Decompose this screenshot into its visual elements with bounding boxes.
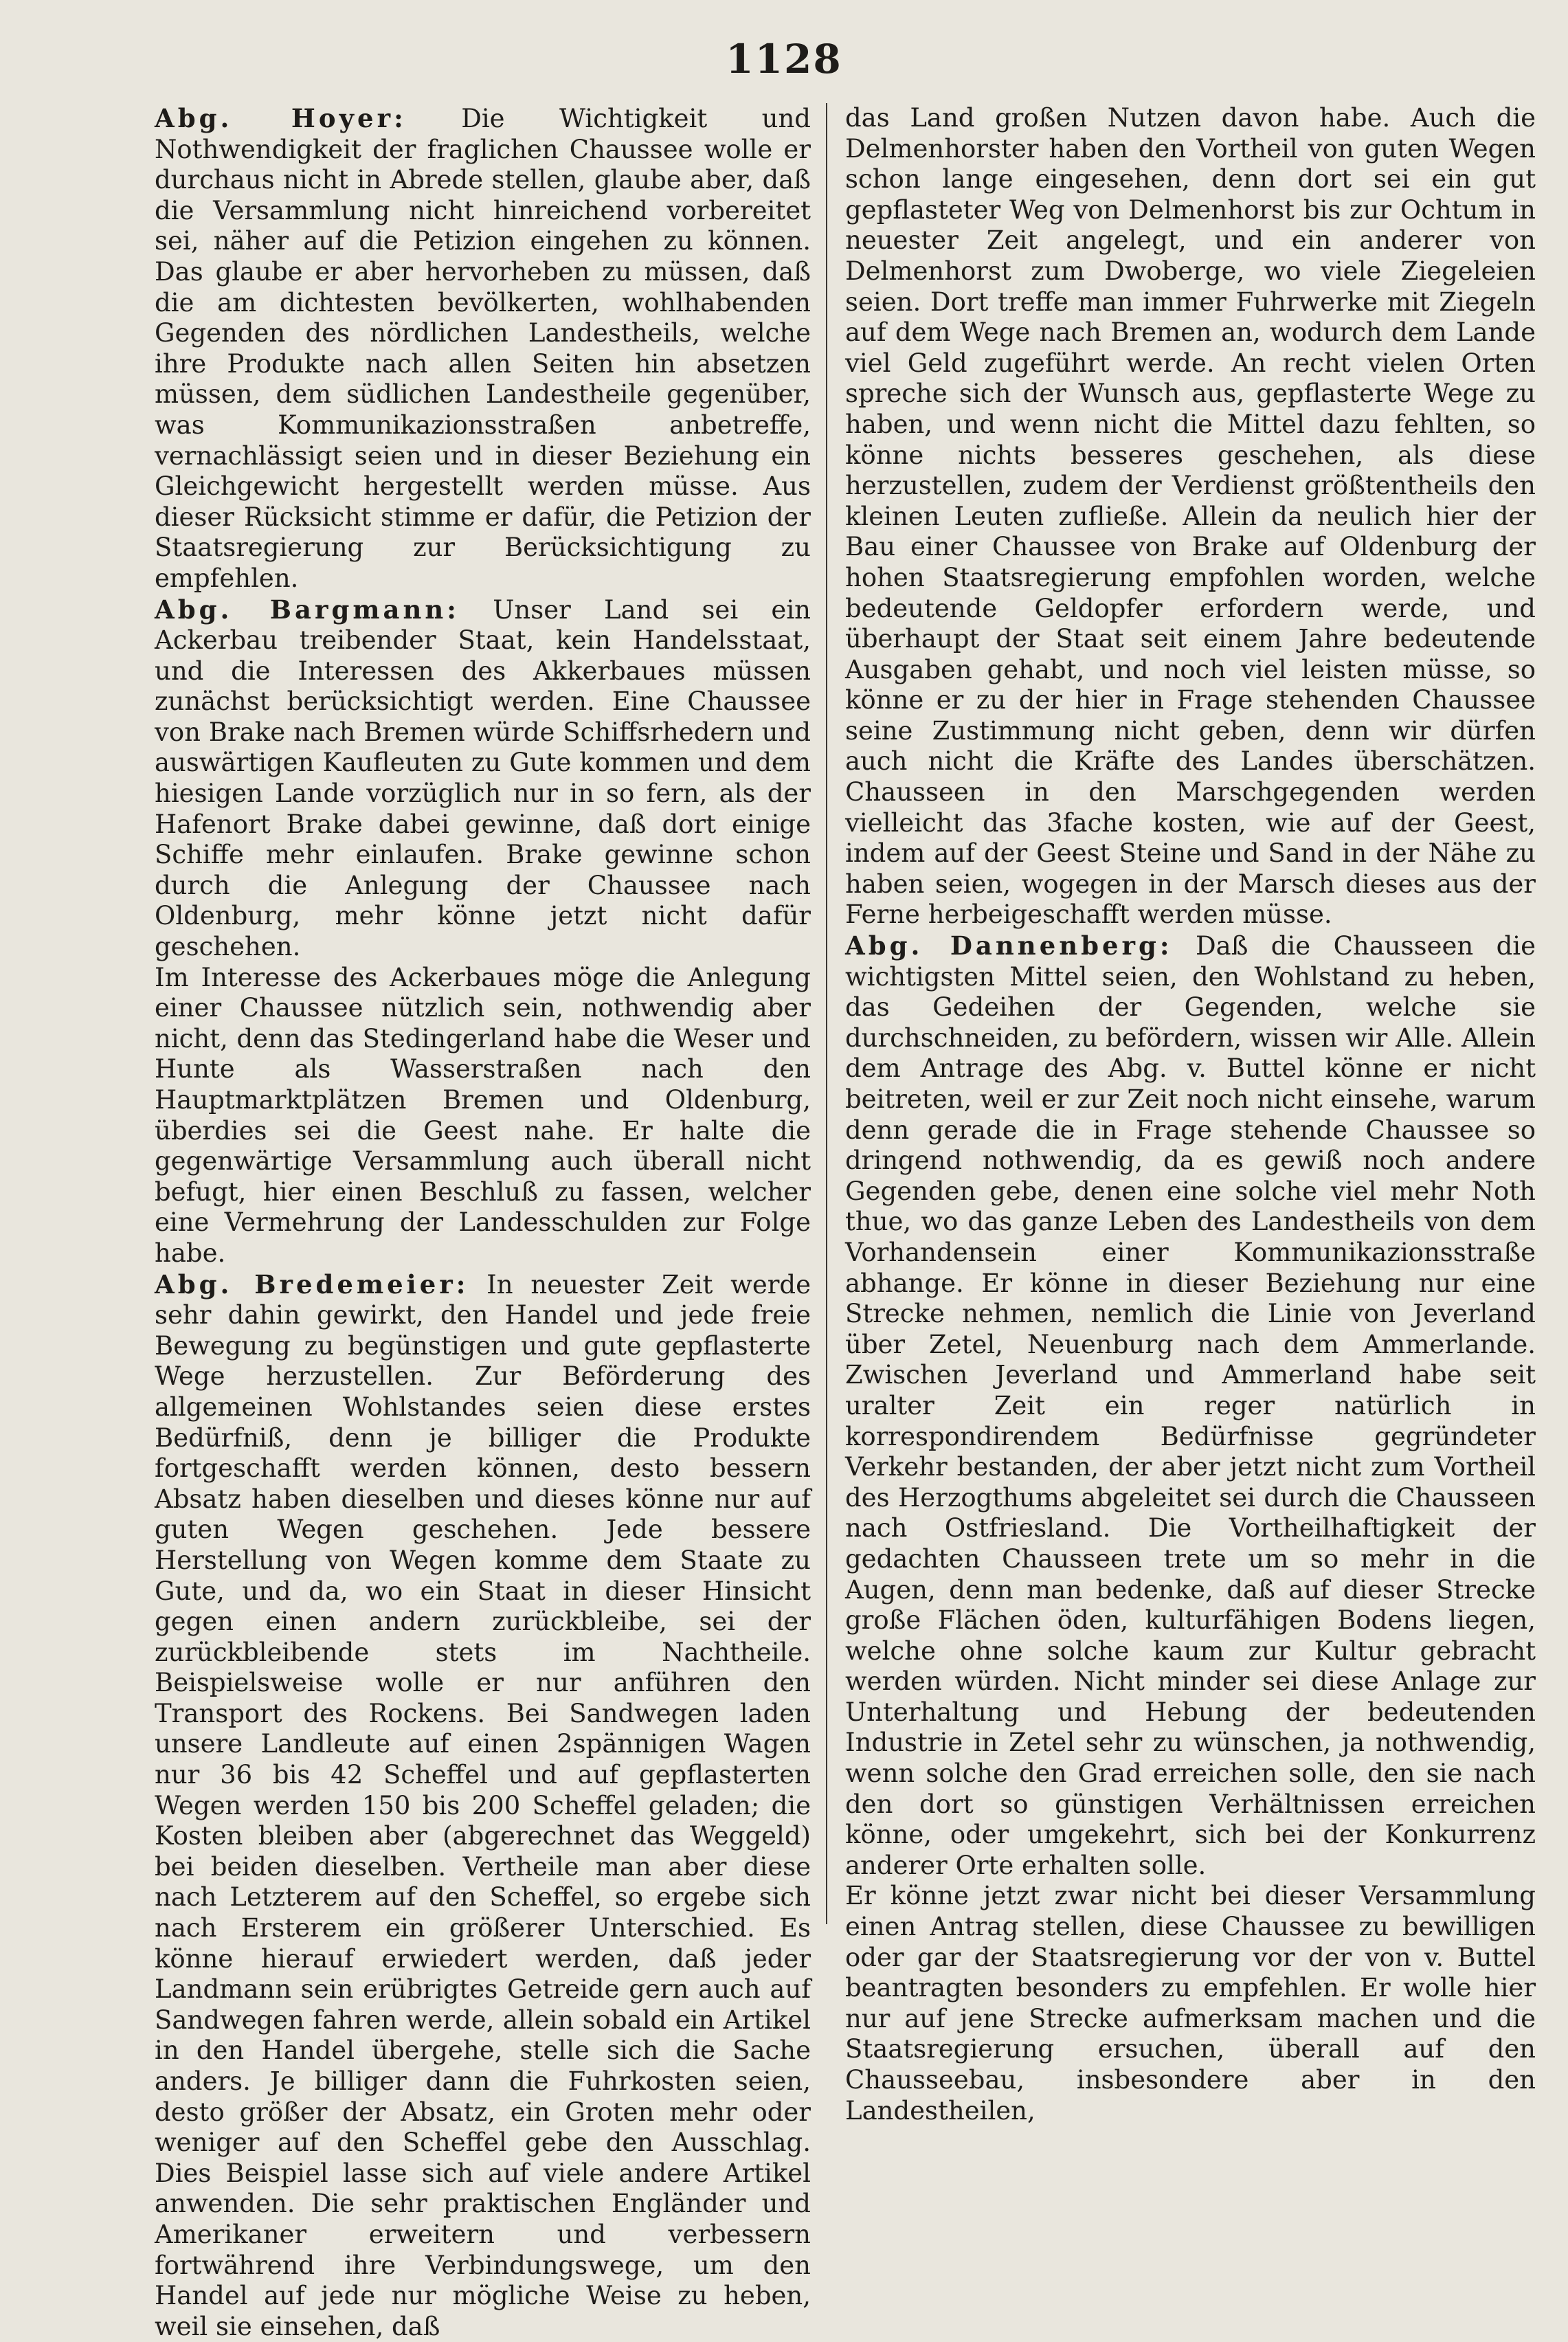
page-number: 1128	[726, 36, 842, 82]
paragraph-text: Daß die Chausseen die wichtigsten Mittel seien, den Wohlstand zu heben, das Gedeihen der Gegenden, welche sie durchschneiden, zu befördern, wissen wir Alle. Allein dem Antrage des Abg. v. Buttel könne er nicht beitreten, weil er zur Zeit noch nicht einsehe, warum denn gerade die in Frage stehende Chaussee so dringend nothwendig, da es gewiß noch andere Gegenden gebe, denen eine solche viel mehr Noth thue, wo das ganze Leben des Landestheils von dem Vorhandensein einer Kommunikazionsstraße abhange. Er könne in dieser Beziehung nur eine Strecke nehmen, nemlich die Linie von Jeverland über Zetel, Neuenburg nach dem Ammerlande. Zwischen Jeverland und Ammerland habe seit uralter Zeit ein reger natürlich in korrespondirendem Bedürfnisse gegründeter Verkehr bestanden, der aber jetzt nicht zum Vortheil des Herzogthums abgeleitet sei durch die Chausseen nach Ostfriesland. Die Vortheilhaftigkeit der gedachten Chausseen trete um so mehr in die Augen, denn man bedenke, daß auf dieser Strecke große Flächen öden, kulturfähigen Bodens liegen, welche ohne solche kaum zur Kultur gebracht werden würden. Nicht minder sei diese Anlage zur Unterhaltung und Hebung der bedeutenden Industrie in Zetel sehr zu wünschen, ja nothwendig, wenn solche den Grad erreichen solle, den sie nach den dort so günstigen Verhältnissen erreichen könne, oder umgekehrt, sich bei der Konkurrenz anderer Orte erhalten solle.	[845, 931, 1536, 1880]
speaker-label: Abg. Bargmann:	[155, 594, 460, 625]
paragraph-text: In neuester Zeit werde sehr dahin gewirkt, den Handel und jede freie Bewegung zu begünstigen und gute gepflasterte Wege herzustellen. Zur Beförderung des allgemeinen Wohlstandes seien diese erstes Bedürfniß, denn je billiger die Produkte fortgeschafft werden können, desto bessern Absatz haben dieselben und dieses könne nur auf guten Wegen geschehen. Jede bessere Herstellung von Wegen komme dem Staate zu Gute, und da, wo ein Staat in dieser Hinsicht gegen einen andern zurückbleibe, sei der zurückbleibende stets im Nachtheile. Beispielsweise wolle er nur anführen den Transport des Rockens. Bei Sandwegen laden unsere Landleute auf einen 2spännigen Wagen nur 36 bis 42 Scheffel und auf gepflasterten Wegen werden 150 bis 200 Scheffel geladen; die Kosten bleiben aber (abgerechnet das Weggeld) bei beiden dieselben. Vertheile man aber diese nach Letzterem auf den Scheffel, so ergebe sich nach Ersterem ein größerer Unterschied. Es könne hierauf erwiedert werden, daß jeder Landmann sein erübrigtes Getreide gern auch auf Sandwegen fahren werde, allein sobald ein Artikel in den Handel übergehe, stelle sich die Sache anders. Je billiger dann die Fuhrkosten seien, desto größer der Absatz, ein Groten mehr oder weniger auf den Scheffel gebe den Ausschlag. Dies Beispiel lasse sich auf viele andere Artikel anwenden. Die sehr praktischen Engländer und Amerikaner erweitern und verbessern fortwährend ihre Verbindungswege, um den Handel auf jede nur mögliche Weise zu heben, weil sie einsehen, daß	[155, 1269, 811, 2341]
paragraph-text: Im Interesse des Ackerbaues möge die Anlegung einer Chaussee nützlich sein, nothwendig aber nicht, denn das Stedingerland habe die Weser und Hunte als Wasserstraßen nach den Hauptmarktplätzen Bremen und Oldenburg, überdies sei die Geest nahe. Er halte die gegenwärtige Versammlung auch überall nicht befugt, hier einen Beschluß zu fassen, welcher eine Vermehrung der Landesschulden zur Folge habe.	[155, 962, 811, 1268]
right-column	[845, 103, 1536, 2126]
paragraph-ackerbau	[155, 963, 811, 1269]
speaker-label: Abg. Hoyer:	[155, 103, 407, 133]
paragraph-dannenberg	[845, 930, 1536, 1881]
paragraph-text: Er könne jetzt zwar nicht bei dieser Versammlung einen Antrag stellen, diese Chaussee zu bewilligen oder gar der Staatsregierung vor der von v. Buttel beantragten besonders zu empfehlen. Er wolle hier nur auf jene Strecke aufmerksam machen und die Staatsregierung ersuchen, überall auf den Chausseebau, insbesondere aber in den Landestheilen,	[845, 1881, 1536, 2126]
paragraph-continuation	[845, 103, 1536, 930]
column-divider	[826, 103, 827, 1924]
paragraph-hoyer	[155, 103, 811, 594]
paragraph-text: das Land großen Nutzen davon habe. Auch die Delmenhorster haben den Vortheil von guten Wegen schon lange eingesehen, denn dort sei ein gut gepflasteter Weg von Delmenhorst bis zur Ochtum in neuester Zeit angelegt, und ein anderer von Delmenhorst zum Dwoberge, wo viele Ziegeleien seien. Dort treffe man immer Fuhrwerke mit Ziegeln auf dem Wege nach Bremen an, wodurch dem Lande viel Geld zugeführt werde. An recht vielen Orten spreche sich der Wunsch aus, gepflasterte Wege zu haben, und wenn nicht die Mittel dazu fehlten, so könne nichts besseres geschehen, als diese herzustellen, zudem der Verdienst größtentheils den kleinen Leuten zufließe. Allein da neulich hier der Bau einer Chaussee von Brake auf Oldenburg der hohen Staatsregierung empfohlen worden, welche bedeutende Geldopfer erfordern werde, und überhaupt der Staat seit einem Jahre bedeutende Ausgaben gehabt, und noch viel leisten müsse, so könne er zu der hier in Frage stehenden Chaussee seine Zustimmung nicht geben, denn wir dürfen auch nicht die Kräfte des Landes überschätzen. Chausseen in den Marschgegenden werden vielleicht das 3fache kosten, wie auf der Geest, indem auf der Geest Steine und Sand in der Nähe zu haben seien, wogegen in der Marsch dieses aus der Ferne herbeigeschafft werden müsse.	[845, 103, 1536, 930]
paragraph-text: Unser Land sei ein Ackerbau treibender Staat, kein Handelsstaat, und die Interessen des Akkerbaues müssen zunächst berücksichtigt werden. Eine Chaussee von Brake nach Bremen würde Schiffsrhedern und auswärtigen Kaufleuten zu Gute kommen und dem hiesigen Lande vorzüglich nur in so fern, als der Hafenort Brake dabei gewinne, daß dort einige Schiffe mehr einlaufen. Brake gewinne schon durch die Anlegung der Chaussee nach Oldenburg, mehr könne jetzt nicht dafür geschehen.	[155, 594, 811, 962]
paragraph-bredemeier	[155, 1269, 811, 2342]
left-column	[155, 103, 811, 2342]
speaker-label: Abg. Bredemeier:	[155, 1269, 469, 1300]
speaker-label: Abg. Dannenberg:	[845, 930, 1173, 961]
paragraph-closing	[845, 1881, 1536, 2126]
paragraph-text: Die Wichtigkeit und Nothwendigkeit der fraglichen Chaussee wolle er durchaus nicht in Abrede stellen, glaube aber, daß die Versammlung nicht hinreichend vorbereitet sei, näher auf die Petizion eingehen zu können. Das glaube er aber hervorheben zu müssen, daß die am dichtesten bevölkerten, wohlhabenden Gegenden des nördlichen Landestheils, welche ihre Produkte nach allen Seiten hin absetzen müssen, dem südlichen Landestheile gegenüber, was Kommunikazionsstraßen anbetreffe, vernachlässigt seien und in dieser Beziehung ein Gleichgewicht hergestellt werden müsse. Aus dieser Rücksicht stimme er dafür, die Petizion der Staatsregierung zur Berücksichtigung zu empfehlen.	[155, 104, 811, 593]
paragraph-bargmann	[155, 594, 811, 963]
